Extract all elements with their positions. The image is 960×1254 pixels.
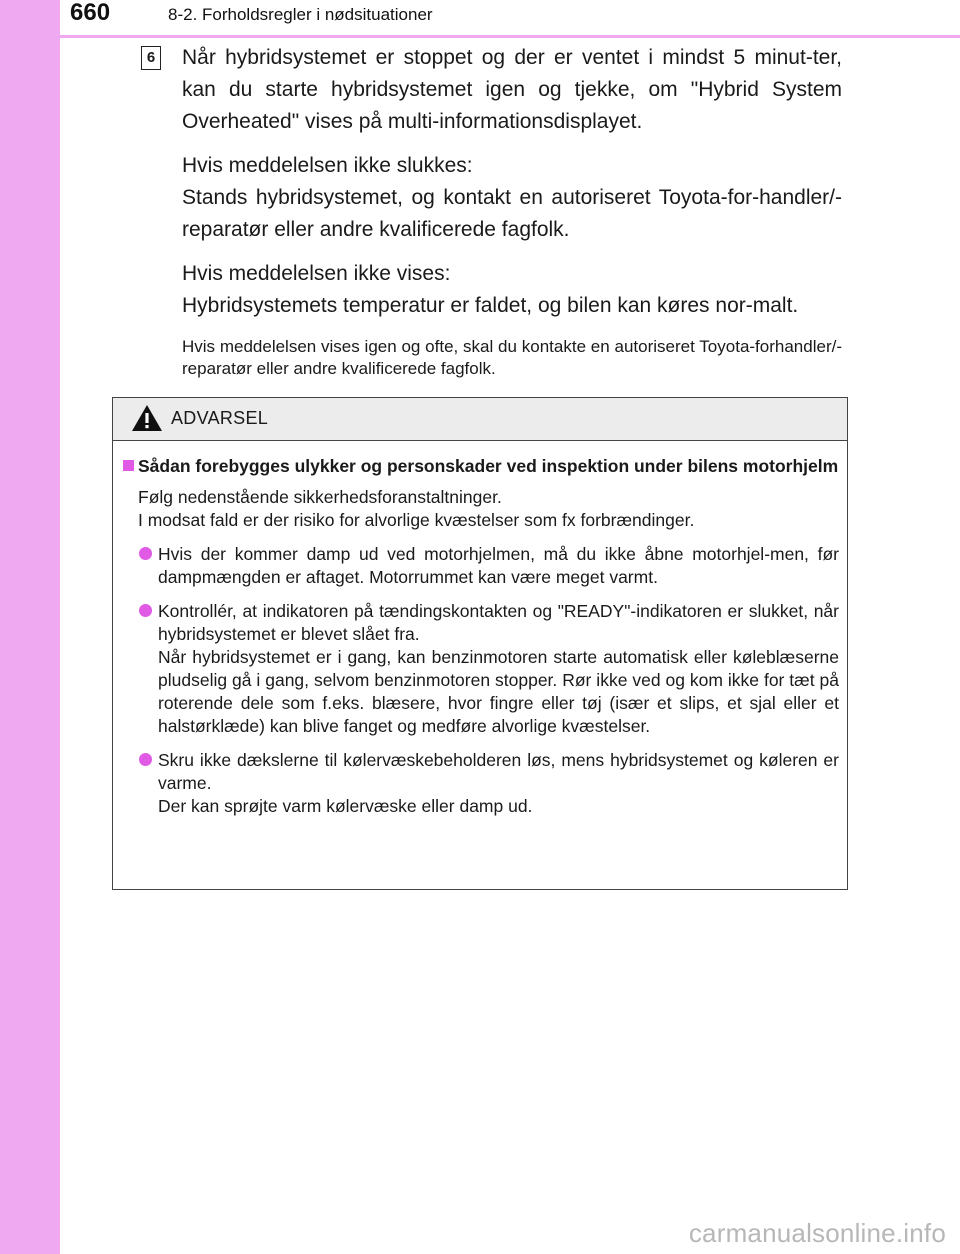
bullet-text: Skru ikke dækslerne til kølervæskebeholderen løs, mens hybridsystemet og køleren er varme.	[158, 750, 839, 793]
round-bullet-icon	[139, 753, 152, 766]
round-bullet-icon	[139, 604, 152, 617]
step-paragraph: Når hybridsystemet er stoppet og der er ventet i mindst 5 minut-ter, kan du starte hybridsystemet igen og tjekke, om "Hybrid System Overheated" vises på multi-informationsdisplayet.	[182, 46, 842, 133]
warning-heading-text: Sådan forebygges ulykker og personskader ved inspektion under bilens motorhjelm	[138, 456, 839, 476]
section-title: 8-2. Forholdsregler i nødsituationer	[168, 5, 433, 24]
bullet-text: Hvis der kommer damp ud ved motorhjelmen, må du ikke åbne motorhjel-men, før dampmængden er aftaget. Motorrummet kan være meget varmt.	[158, 544, 839, 587]
warning-bullet	[123, 543, 839, 589]
square-bullet-icon	[123, 460, 134, 471]
bullet-text: Der kan sprøjte varm kølervæske eller damp ud.	[158, 796, 533, 816]
bullet-text: Når hybridsystemet er i gang, kan benzinmotoren starte automatisk eller køleblæserne pludselig gå i gang, selvom benzinmotoren stopper. Rør ikke ved og kom ikke for tæt på roterende dele som f.eks. blæsere, hvor fingre eller tøj (især et slips, et sjal eller et halstørklæde) kan blive fanget og medføre alvorlige kvæstelser.	[158, 647, 839, 736]
warning-heading	[123, 455, 839, 478]
case1-text: Stands hybridsystemet, og kontakt en autoriseret Toyota-for-handler/-reparatør eller andre kvalificerede fagfolk.	[182, 186, 842, 241]
warning-bullet	[123, 749, 839, 818]
case2-label: Hvis meddelelsen ikke vises:	[182, 262, 451, 285]
warning-triangle-icon	[131, 404, 163, 432]
page-number: 660	[70, 0, 111, 26]
warning-intro-line1: Følg nedenstående sikkerhedsforanstaltninger.	[138, 487, 502, 507]
footer-watermark: carmanualsonline.info	[688, 1218, 946, 1248]
sidebar-stripe	[0, 0, 60, 1254]
warning-bullet	[123, 600, 839, 738]
warning-content	[113, 441, 847, 818]
case1-label: Hvis meddelelsen ikke slukkes:	[182, 154, 473, 177]
warning-intro-line2: I modsat fald er der risiko for alvorlige kvæstelser som fx forbrændinger.	[138, 510, 695, 530]
round-bullet-icon	[139, 547, 152, 560]
warning-header	[113, 398, 847, 441]
bullet-text: Kontrollér, at indikatoren på tændingskontakten og "READY"-indikatoren er slukket, når hybridsystemet er blevet slået fra.	[158, 601, 839, 644]
warning-intro	[123, 486, 839, 532]
step-note: Hvis meddelelsen vises igen og ofte, skal du kontakte en autoriseret Toyota-forhandler/-reparatør eller andre kvalificerede fagfolk.	[182, 337, 842, 378]
case2-text: Hybridsystemets temperatur er faldet, og bilen kan køres nor-malt.	[182, 294, 799, 317]
header-divider	[0, 35, 960, 38]
warning-title: ADVARSEL	[171, 408, 269, 428]
warning-box	[112, 397, 848, 890]
step-body	[182, 42, 842, 392]
step-number-badge: 6	[141, 46, 161, 70]
